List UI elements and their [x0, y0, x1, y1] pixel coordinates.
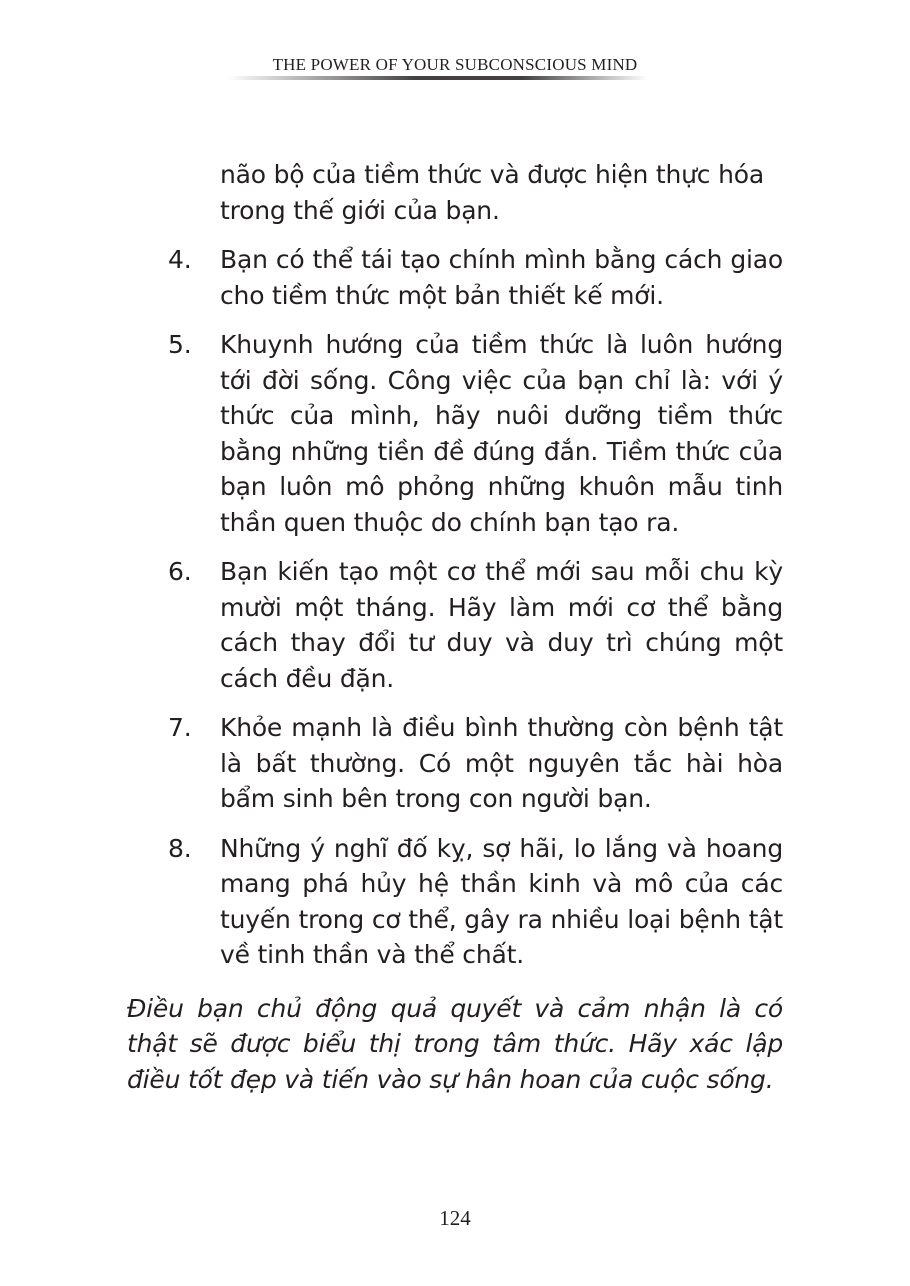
page-number: 124 [439, 1206, 471, 1230]
page-body [0, 157, 910, 1122]
list-item-text: Khuynh hướng của tiềm thức là luôn hướng tới đời sống. Công việc của bạn chỉ là: với ý thức của mình, hãy nuôi dưỡng tiềm thức bằng những tiền đề đúng đắn. Tiềm thức của bạn luôn mô phỏng những khuôn mẫu tinh thần quen thuộc do chính bạn tạo ra. [220, 330, 783, 537]
list-item-number: 6. [168, 557, 192, 586]
list-item-number: 5. [168, 330, 192, 359]
list-item [168, 327, 783, 540]
list-item-number: 8. [168, 833, 192, 863]
list-item-text: Khỏe mạnh là điều bình thường còn bệnh tật là bất thường. Có một nguyên tắc hài hòa bẩm sinh bên trong con người bạn. [220, 713, 783, 813]
list-item-text: Bạn có thể tái tạo chính mình bằng cách giao cho tiềm thức một bản thiết kế mới. [220, 245, 783, 310]
list-item [168, 831, 783, 973]
list-item-number: 4. [168, 245, 192, 274]
closing-quote: Điều bạn chủ động quả quyết và cảm nhận là có thật sẽ được biểu thị trong tâm thức. Hãy xác lập điều tốt đẹp và tiến vào sự hân hoan của cuộc sống. [127, 993, 783, 1094]
list-item [168, 242, 783, 313]
list-item [168, 554, 783, 696]
running-head [0, 55, 910, 77]
numbered-list [0, 242, 910, 973]
list-item-text: Những ý nghĩ đố kỵ, sợ hãi, lo lắng và hoang mang phá hủy hệ thần kinh và mô của các tuyến trong cơ thể, gây ra nhiều loại bệnh tật về tinh thần và thể chất. [220, 833, 783, 969]
list-item-number: 7. [168, 713, 192, 742]
running-title: THE POWER OF YOUR SUBCONSCIOUS MIND [272, 55, 638, 74]
header-rule [228, 76, 648, 80]
list-item-text: Bạn kiến tạo một cơ thể mới sau mỗi chu kỳ mười một tháng. Hãy làm mới cơ thể bằng cách thay đổi tư duy và duy trì chúng một cách đều đặn. [220, 557, 783, 693]
continuation-paragraph: não bộ của tiềm thức và được hiện thực hóa trong thế giới của bạn. [220, 160, 764, 225]
list-item [168, 710, 783, 817]
